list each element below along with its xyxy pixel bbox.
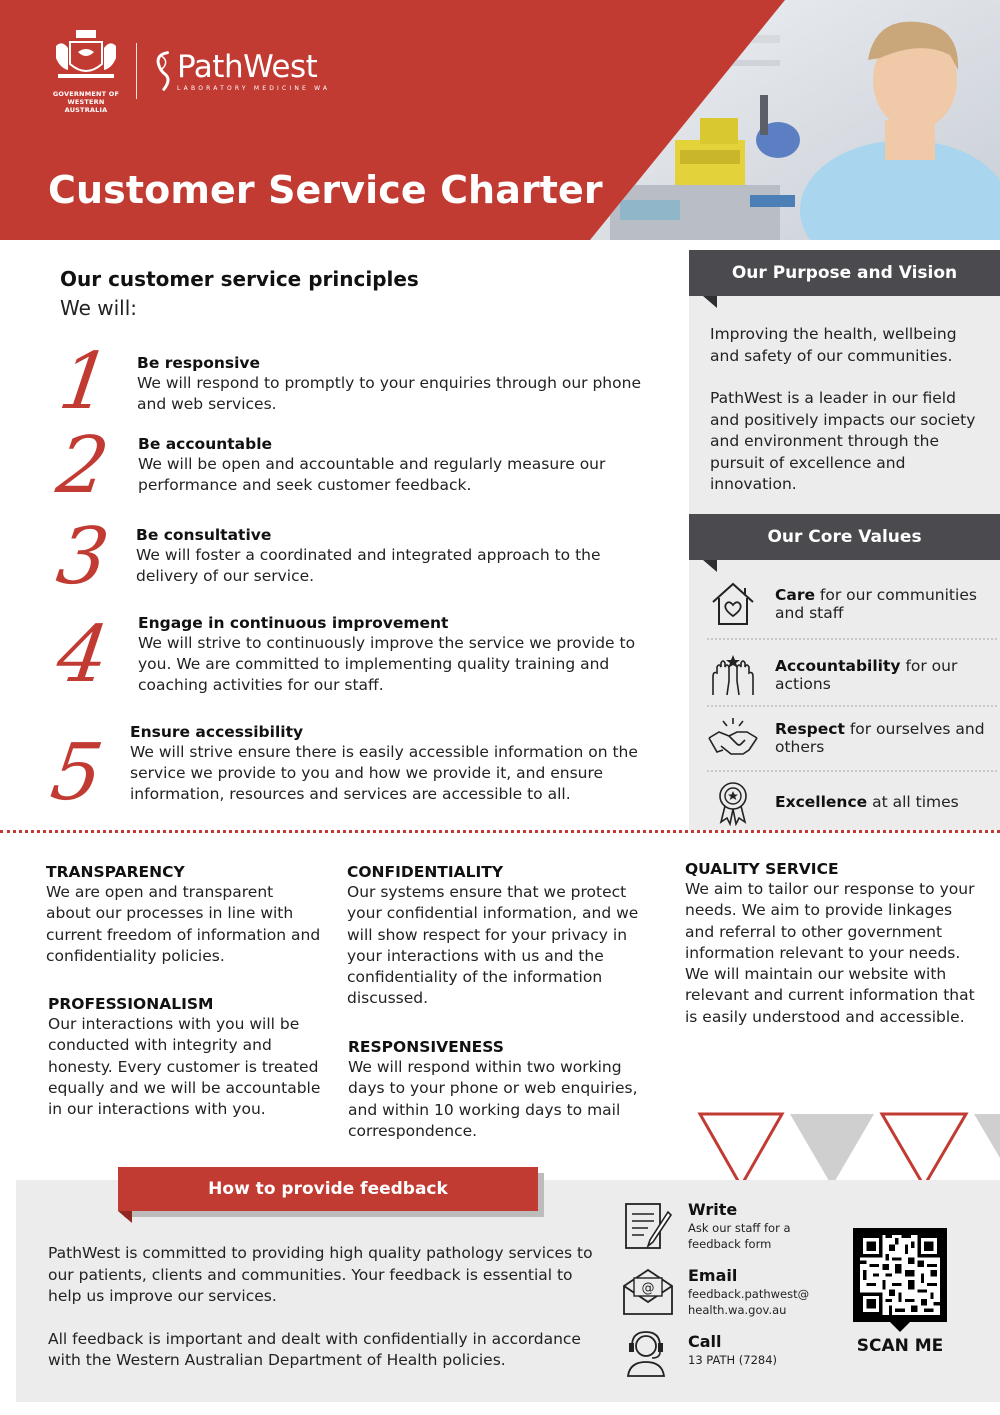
value-bold: Excellence (775, 793, 868, 811)
value-respect (707, 714, 997, 762)
value-label (775, 657, 997, 693)
value-rest: for our actions (775, 657, 958, 693)
qr-pattern (860, 1235, 940, 1315)
responsiveness-block (348, 1037, 648, 1142)
value-bold: Accountability (775, 657, 901, 675)
page-title: Customer Service Charter (48, 168, 603, 212)
transparency-heading: TRANSPARENCY (46, 863, 185, 881)
value-divider (707, 770, 997, 772)
principle-heading: Ensure accessibility (130, 723, 304, 741)
logo-area (48, 28, 330, 114)
handshake-icon (707, 714, 759, 762)
value-label (775, 793, 959, 811)
call-label: Call (688, 1332, 722, 1351)
value-accountability (707, 651, 997, 699)
purpose-paragraph-1: Improving the health, wellbeing and safety of our communities. (710, 325, 957, 365)
principle-text: We will strive ensure there is easily accessible information on the service we provide to you and how we provide it, and ensure information, resources and services are accessible to all. (130, 743, 638, 803)
value-divider (707, 638, 997, 640)
value-care (707, 580, 997, 628)
feedback-banner: How to provide feedback (118, 1167, 538, 1211)
principle-number: 1 (53, 337, 116, 427)
quality-service-block (685, 859, 975, 1028)
principles-subtitle: We will: (60, 296, 138, 320)
government-label (48, 90, 124, 114)
professionalism-heading: PROFESSIONALISM (48, 995, 214, 1013)
value-excellence (707, 778, 997, 826)
pathwest-s-icon (151, 48, 173, 94)
principle-heading: Be responsive (137, 354, 261, 372)
section-divider (0, 830, 1000, 833)
value-label (775, 586, 997, 622)
purpose-paragraph-2: PathWest is a leader in our field and positively impacts our society and environment through the pursuit of excellence and innovation. (710, 389, 976, 493)
contact-write (620, 1200, 850, 1252)
principles-title: Our customer service principles (60, 267, 419, 291)
crest-icon (48, 28, 124, 84)
value-label (775, 720, 997, 756)
email-label: Email (688, 1266, 738, 1285)
principle-text: We will respond to promptly to your enquiries through our phone and web services. (137, 374, 641, 413)
gov-line-1: GOVERNMENT OF (52, 90, 120, 98)
feedback-paragraph-1: PathWest is committed to providing high quality pathology services to our patients, clients and communities. Your feedback is essential to help us improve our services. (48, 1244, 593, 1305)
logo-divider (136, 43, 137, 99)
professionalism-text: Our interactions with you will be conducted with integrity and honesty. Every customer is treated equally and we will be accountable in our interactions with you. (48, 1015, 321, 1119)
decorative-triangles (690, 1108, 1000, 1190)
responsiveness-heading: RESPONSIVENESS (348, 1038, 504, 1056)
quality-service-heading: QUALITY SERVICE (685, 860, 839, 878)
principle-number: 4 (51, 610, 114, 700)
qr-code[interactable] (853, 1228, 947, 1322)
qr-pointer (890, 1322, 910, 1332)
transparency-block (46, 862, 321, 967)
write-label: Write (688, 1200, 738, 1219)
gov-line-2: WESTERN AUSTRALIA (64, 98, 108, 114)
contact-email[interactable] (620, 1266, 850, 1318)
value-rest: for ourselves and others (775, 720, 985, 756)
purpose-banner-tail (703, 296, 717, 308)
confidentiality-block (347, 862, 647, 1010)
principle-heading: Be accountable (138, 435, 273, 453)
brand-name: PathWest (177, 48, 318, 85)
value-divider (707, 705, 997, 707)
contact-call[interactable] (620, 1332, 850, 1380)
value-rest: for our communities and staff (775, 586, 977, 622)
confidentiality-heading: CONFIDENTIALITY (347, 863, 504, 881)
value-rest: at all times (867, 793, 959, 811)
feedback-text (48, 1243, 593, 1372)
envelope-icon (620, 1266, 676, 1318)
write-detail-2: feedback form (688, 1237, 772, 1251)
house-heart-icon (707, 580, 759, 628)
principle-number: 2 (51, 421, 114, 511)
email-address-1[interactable]: feedback.pathwest@ (688, 1287, 810, 1301)
award-ribbon-icon (707, 778, 759, 826)
write-detail-1: Ask our staff for a (688, 1221, 791, 1235)
core-values-banner: Our Core Values (689, 514, 1000, 560)
feedback-paragraph-2: All feedback is important and dealt with confidentially in accordance with the Western Australian Department of Health policies. (48, 1329, 581, 1369)
purpose-text (710, 324, 985, 496)
header (0, 0, 1000, 240)
principle-text: We will foster a coordinated and integrated approach to the delivery of our service. (136, 546, 601, 585)
professionalism-block (48, 994, 328, 1120)
principle-number: 5 (45, 728, 108, 818)
confidentiality-text: Our systems ensure that we protect your confidential information, and we will show respect for your privacy in your interactions with us and the confidentiality of the information discussed. (347, 883, 639, 1008)
purpose-banner: Our Purpose and Vision (689, 250, 1000, 296)
core-values-banner-tail (703, 560, 717, 572)
email-address-2[interactable]: health.wa.gov.au (688, 1303, 787, 1317)
form-pencil-icon (620, 1200, 676, 1252)
feedback-banner-tail (118, 1211, 132, 1223)
principle-text: We will be open and accountable and regularly measure our performance and seek customer feedback. (138, 455, 606, 494)
headset-agent-icon (620, 1328, 676, 1380)
raised-hands-icon (707, 651, 759, 699)
call-number[interactable]: 13 PATH (7284) (688, 1353, 778, 1367)
scan-me-label: SCAN ME (856, 1336, 944, 1356)
brand-subtitle: LABORATORY MEDICINE WA (177, 84, 331, 92)
principle-number: 3 (51, 512, 114, 602)
principle-heading: Engage in continuous improvement (138, 614, 449, 632)
transparency-text: We are open and transparent about our processes in line with current freedom of information and confidentiality policies. (46, 883, 321, 965)
responsiveness-text: We will respond within two working days to your phone or web enquiries, and within 10 working days to mail correspondence. (348, 1058, 638, 1140)
value-bold: Care (775, 586, 815, 604)
pathwest-logo (151, 48, 330, 94)
svg-text:@: @ (641, 1281, 655, 1296)
quality-service-text: We aim to tailor our response to your needs. We aim to provide linkages and referral to other government information relevant to your needs. We will maintain our website with relevant and current information that is easily understood and accessible. (685, 880, 975, 1026)
government-crest (48, 28, 124, 114)
principle-text: We will strive to continuously improve the service we provide to you. We are committed to implementing quality training and coaching activities for our staff. (138, 634, 636, 694)
principle-heading: Be consultative (136, 526, 272, 544)
value-bold: Respect (775, 720, 845, 738)
